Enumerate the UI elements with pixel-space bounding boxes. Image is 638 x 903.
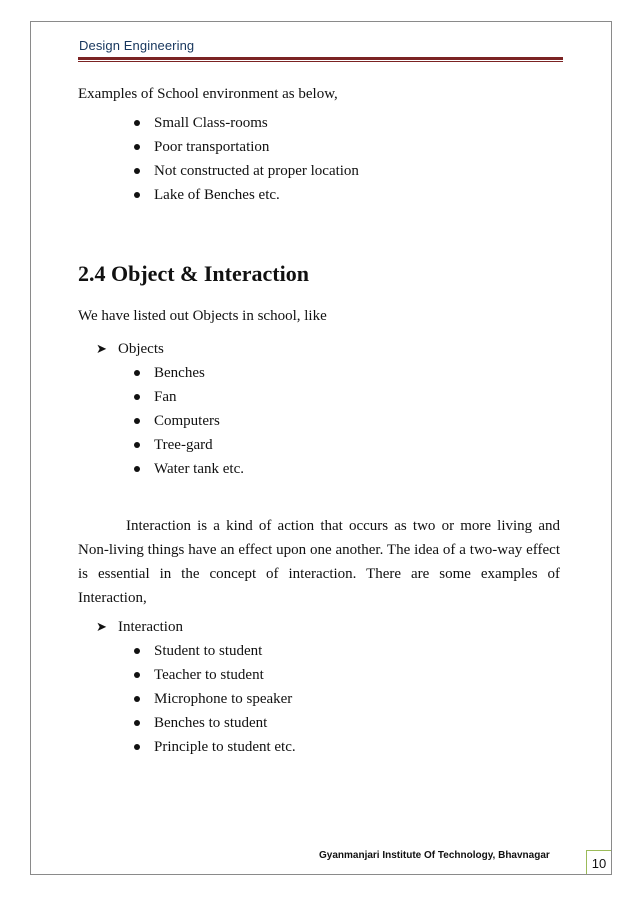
list-item-text: Teacher to student	[154, 667, 264, 683]
bullet-icon	[134, 720, 140, 726]
objects-label: Objects	[118, 341, 164, 357]
footer-institute: Gyanmanjari Institute Of Technology, Bhavnagar	[319, 850, 550, 861]
list-item-text: Lake of Benches etc.	[154, 187, 280, 203]
list-item-text: Benches to student	[154, 715, 268, 731]
list-item	[130, 689, 296, 713]
list-item-text: Computers	[154, 413, 220, 429]
arrow-bullet-icon: ➤	[96, 342, 107, 357]
list-item	[130, 113, 359, 137]
list-item-text: Benches	[154, 365, 205, 381]
paragraph-text: Interaction is a kind of action that occurs as two or more living and Non-living things have an effect upon one another. The idea of a two-way effect is essential in the concept of interaction. There are some examples of Interaction,	[78, 518, 560, 606]
list-item-text: Poor transportation	[154, 139, 270, 155]
list-item-text: Water tank etc.	[154, 461, 244, 477]
section-lead: We have listed out Objects in school, like	[78, 308, 327, 324]
intro-text: Examples of School environment as below,	[78, 86, 338, 102]
list-item	[130, 363, 244, 387]
bullet-icon	[134, 466, 140, 472]
list-item	[130, 737, 296, 761]
bullet-icon	[134, 394, 140, 400]
environment-list	[130, 113, 359, 209]
page-number: 10	[586, 850, 611, 874]
section-heading: 2.4 Object & Interaction	[78, 261, 309, 286]
header-rule-thin	[78, 61, 563, 62]
interaction-heading	[96, 617, 183, 638]
list-item	[130, 713, 296, 737]
arrow-bullet-icon: ➤	[96, 620, 107, 635]
interaction-paragraph	[78, 514, 560, 610]
list-item	[130, 387, 244, 411]
bullet-icon	[134, 442, 140, 448]
list-item	[130, 137, 359, 161]
list-item	[130, 435, 244, 459]
header-rule	[78, 57, 563, 60]
interaction-label: Interaction	[118, 619, 183, 635]
bullet-icon	[134, 696, 140, 702]
list-item-text: Tree-gard	[154, 437, 213, 453]
bullet-icon	[134, 672, 140, 678]
bullet-icon	[134, 744, 140, 750]
list-item-text: Fan	[154, 389, 177, 405]
bullet-icon	[134, 120, 140, 126]
bullet-icon	[134, 648, 140, 654]
bullet-icon	[134, 192, 140, 198]
list-item-text: Microphone to speaker	[154, 691, 293, 707]
bullet-icon	[134, 418, 140, 424]
bullet-icon	[134, 370, 140, 376]
list-item	[130, 185, 359, 209]
list-item	[130, 665, 296, 689]
bullet-icon	[134, 168, 140, 174]
list-item-text: Not constructed at proper location	[154, 163, 359, 179]
list-item-text: Small Class-rooms	[154, 115, 268, 131]
list-item	[130, 161, 359, 185]
list-item-text: Principle to student etc.	[154, 739, 296, 755]
running-header: Design Engineering	[79, 38, 195, 53]
bullet-icon	[134, 144, 140, 150]
list-item-text: Student to student	[154, 643, 263, 659]
list-item	[130, 641, 296, 665]
objects-heading	[96, 339, 164, 360]
objects-list	[130, 363, 244, 483]
list-item	[130, 411, 244, 435]
interaction-list	[130, 641, 296, 761]
list-item	[130, 459, 244, 483]
